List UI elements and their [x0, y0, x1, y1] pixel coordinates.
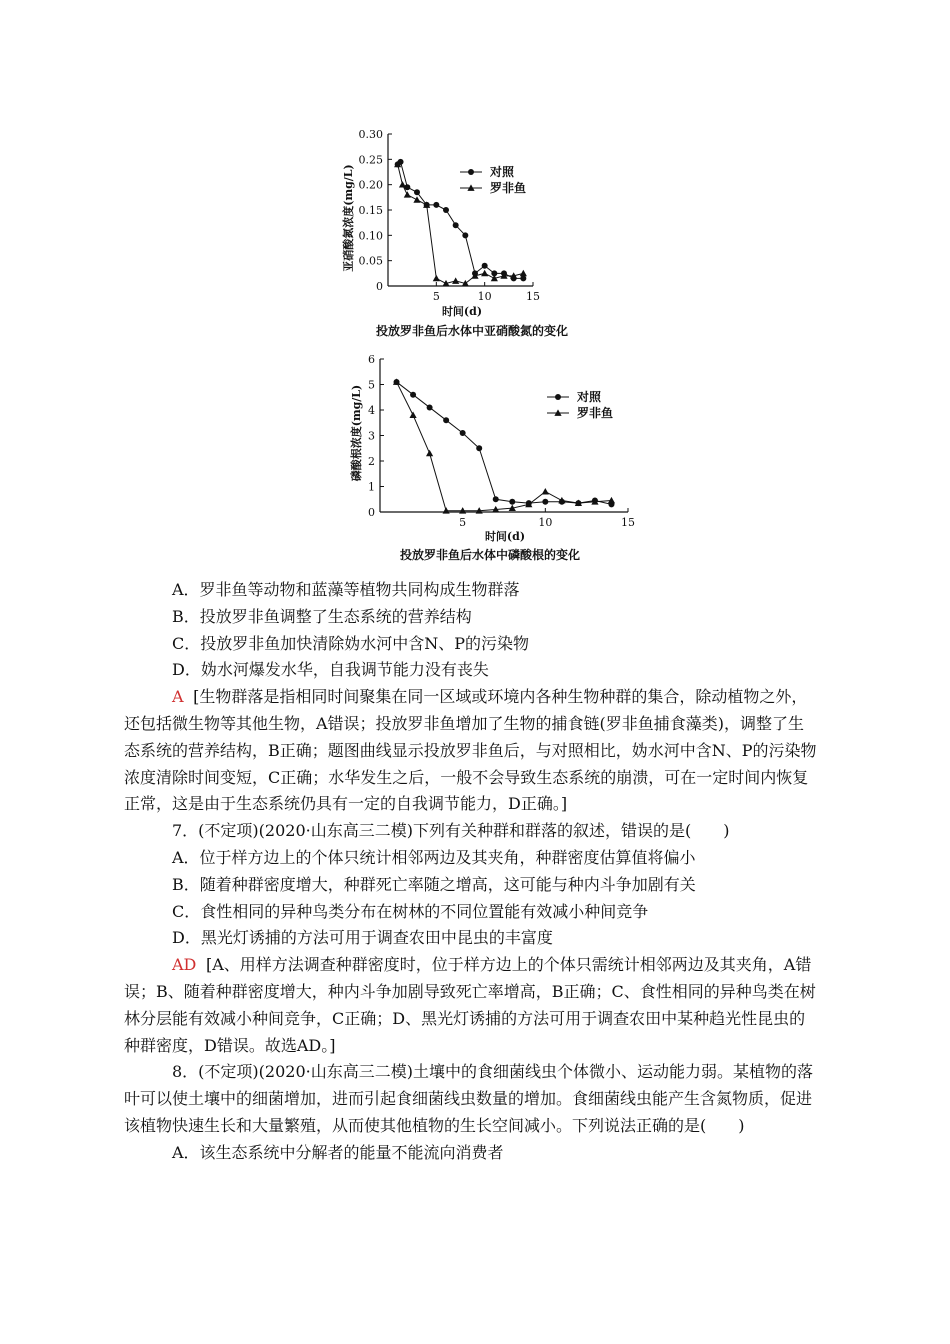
c2-data-point-1 — [558, 497, 565, 503]
c1-legend-label-1: 罗非鱼 — [490, 181, 527, 195]
c1-data-point-1 — [452, 277, 459, 283]
q7-option-d: D．黑光灯诱捕的方法可用于调查农田中昆虫的丰富度 — [172, 928, 553, 948]
q6-option-b: B．投放罗非鱼调整了生态系统的营养结构 — [172, 606, 472, 626]
c2-data-point-1 — [409, 412, 416, 418]
nitrite-chart — [0, 120, 950, 345]
q7-explanation: [A、用样方法调查种群密度时，位于样方边上的个体只需统计相邻两边及其夹角，A错误；B、随着种群密度增大，种内斗争加剧导致死亡率增高，B正确；C、食性相同的异种鸟类在树林分层能有效减小种间竞争，C正确；D、黑光灯诱捕的方法可用于调查农田中某种趋光性昆虫的种群密度，D错误。故选AD。] — [124, 955, 816, 1055]
c2-legend-label-1: 罗非鱼 — [577, 406, 614, 420]
c1-y-tick-label: 0.05 — [358, 254, 383, 268]
c1-data-point-0 — [414, 189, 420, 195]
q8-stem-block — [124, 1059, 820, 1139]
c1-data-point-1 — [413, 196, 420, 202]
c2-data-point-0 — [410, 392, 416, 398]
phosphate-chart — [0, 345, 950, 570]
c1-series-line-0 — [398, 162, 527, 279]
c2-y-tick-label: 3 — [368, 429, 375, 443]
c1-data-point-0 — [462, 232, 468, 238]
c2-legend-label-0: 对照 — [577, 390, 602, 404]
c2-data-point-1 — [542, 488, 549, 494]
c2-y-tick-label: 1 — [368, 480, 375, 494]
c1-data-point-1 — [433, 275, 440, 281]
c1-data-point-0 — [482, 263, 488, 269]
c1-legend-marker-0 — [468, 169, 474, 175]
nitrite-chart-caption: 投放罗非鱼后水体中亚硝酸氮的变化 — [375, 324, 569, 338]
c1-y-tick-label: 0 — [376, 280, 383, 293]
q6-explanation: [生物群落是指相同时间聚集在同一区域或环境内各种生物种群的集合，除动植物之外，还包括微生物等其他生物，A错误；投放罗非鱼增加了生物的捕食链(罗非鱼捕食藻类)，调整了生态系统的营养结构，B正确；题图曲线显示投放罗非鱼后，与对照相比，妫水河中含N、P的污染物浓度清除时间变短，C正确；水华发生之后，一般不会导致生态系统的崩溃，可在一定时间内恢复正常，这是由于生态系统仍具有一定的自我调节能力，D正确。] — [124, 687, 817, 814]
q7-answer-block — [124, 952, 820, 1059]
q6-option-c: C．投放罗非鱼加快清除妫水河中含N、P的污染物 — [172, 633, 530, 653]
c2-x-tick-label: 5 — [459, 516, 467, 529]
q8-option-a: A．该生态系统中分解者的能量不能流向消费者 — [172, 1142, 504, 1162]
q6-answer: A — [172, 687, 184, 707]
c1-y-tick-label: 0.15 — [358, 204, 383, 217]
c1-data-point-0 — [453, 222, 459, 228]
c2-data-point-0 — [542, 499, 548, 505]
c2-y-tick-label: 0 — [368, 506, 375, 519]
c2-data-point-0 — [443, 417, 449, 423]
c2-y-tick-label: 6 — [368, 353, 375, 366]
c1-data-point-1 — [399, 181, 406, 187]
q7-option-b: B．随着种群密度增大，种群死亡率随之增高，这可能与种内斗争加剧有关 — [172, 874, 696, 894]
q7-option-c: C．食性相同的异种鸟类分布在树林的不同位置能有效减小种间竞争 — [172, 901, 649, 921]
c2-data-point-1 — [608, 497, 615, 503]
q6-answer-block — [124, 684, 820, 818]
c2-y-tick-label: 5 — [368, 378, 375, 392]
nitrite-y-axis-label: 亚硝酸氮浓度(mg/L) — [342, 164, 355, 272]
c1-x-tick-label: 5 — [432, 290, 440, 303]
c1-legend-label-0: 对照 — [490, 165, 515, 179]
q8-stem: 8．(不定项)(2020·山东高三二模)土壤中的食细菌线虫个体微小、运动能力弱。某植物的落叶可以使土壤中的细菌增加，进而引起食细菌线虫数量的增加。食细菌线虫能产生含氮物质，促进该植物快速生长和大量繁殖，从而使其他植物的生长空间减小。下列说法正确的是( ) — [124, 1062, 813, 1135]
question-text — [124, 577, 820, 1167]
c1-y-tick-label: 0.25 — [358, 153, 383, 167]
c2-legend-marker-0 — [555, 394, 561, 400]
c1-data-point-1 — [404, 191, 411, 197]
c1-y-tick-label: 0.20 — [358, 178, 383, 192]
c1-y-tick-label: 0.30 — [358, 128, 383, 141]
c1-x-tick-label: 10 — [477, 290, 492, 303]
c1-data-point-0 — [443, 207, 449, 213]
c1-x-tick-label: 15 — [526, 290, 540, 303]
c2-data-point-0 — [509, 499, 515, 505]
q7-answer: AD — [172, 955, 197, 975]
c1-data-point-0 — [433, 202, 439, 208]
nitrite-x-axis-label: 时间(d) — [441, 305, 483, 318]
c1-data-point-1 — [481, 270, 488, 276]
c2-data-point-0 — [427, 404, 433, 410]
q6-option-a: A．罗非鱼等动物和蓝藻等植物共同构成生物群落 — [172, 580, 520, 599]
phosphate-x-axis-label: 时间(d) — [484, 530, 526, 543]
nitrite-chart-svg — [0, 120, 950, 345]
c2-x-tick-label: 15 — [621, 516, 635, 529]
c1-y-tick-label: 0.10 — [358, 229, 383, 243]
q7-stem: 7．(不定项)(2020·山东高三二模)下列有关种群和群落的叙述，错误的是( ) — [172, 821, 730, 841]
c2-data-point-0 — [460, 430, 466, 436]
c2-y-tick-label: 4 — [368, 404, 375, 417]
c2-data-point-0 — [493, 496, 499, 502]
q7-option-a: A．位于样方边上的个体只统计相邻两边及其夹角，种群密度估算值将偏小 — [172, 847, 696, 867]
c2-y-tick-label: 2 — [368, 455, 375, 468]
phosphate-y-axis-label: 磷酸根浓度(mg/L) — [350, 384, 363, 482]
q6-option-d: D．妫水河爆发水华，自我调节能力没有丧失 — [172, 660, 489, 680]
c1-data-point-1 — [520, 270, 527, 276]
c1-data-point-0 — [520, 275, 526, 281]
phosphate-chart-svg — [0, 345, 950, 570]
c2-data-point-1 — [426, 450, 433, 456]
c2-data-point-0 — [476, 445, 482, 451]
c2-x-tick-label: 10 — [538, 516, 553, 529]
phosphate-chart-caption: 投放罗非鱼后水体中磷酸根的变化 — [399, 548, 581, 562]
